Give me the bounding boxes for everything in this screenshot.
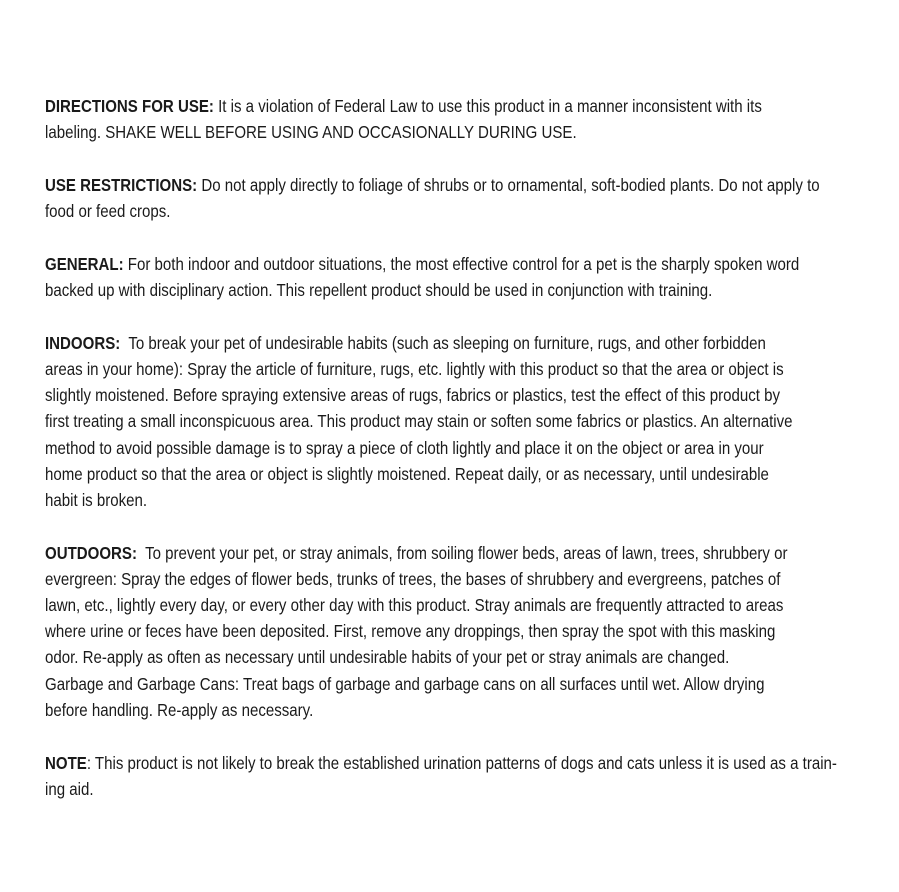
text-line: ing aid. bbox=[45, 778, 94, 799]
indoors-section bbox=[45, 330, 880, 513]
text-line bbox=[45, 172, 880, 198]
section-text: To prevent your pet, or stray animals, from soiling flower beds, areas of lawn, trees, shrubbery or bbox=[136, 542, 788, 563]
section-text: : This product is not likely to break the established urination patterns of dogs and cats unless it is used as a train- bbox=[86, 752, 837, 773]
text-line: before handling. Re-apply as necessary. bbox=[45, 699, 314, 720]
text-line: areas in your home): Spray the article of furniture, rugs, etc. lightly with this product so that the area or object is bbox=[45, 358, 784, 379]
text-line bbox=[45, 330, 880, 356]
section-label: USE RESTRICTIONS: bbox=[45, 174, 198, 195]
directions-for-use-section bbox=[45, 93, 880, 145]
text-line: labeling. SHAKE WELL BEFORE USING AND OCCASIONALLY DURING USE. bbox=[45, 122, 577, 143]
section-label: NOTE bbox=[45, 752, 87, 773]
section-text: It is a violation of Federal Law to use this product in a manner inconsistent with its bbox=[213, 96, 762, 116]
general-section bbox=[45, 251, 880, 303]
label-document bbox=[45, 93, 880, 828]
section-text: To break your pet of undesirable habits (such as sleeping on furniture, rugs, and other forbidden bbox=[120, 332, 766, 353]
text-line: habit is broken. bbox=[45, 489, 148, 510]
text-line: lawn, etc., lightly every day, or every other day with this product. Stray animals are frequently attracted to areas bbox=[45, 595, 784, 616]
text-line: where urine or feces have been deposited. First, remove any droppings, then spray the spot with this masking bbox=[45, 621, 776, 642]
text-line: home product so that the area or object is slightly moistened. Repeat daily, or as necessary, until undesirable bbox=[45, 463, 769, 484]
section-label: INDOORS: bbox=[45, 332, 121, 353]
text-line: method to avoid possible damage is to spray a piece of cloth lightly and place it on the object or area in your bbox=[45, 437, 764, 458]
section-label: GENERAL: bbox=[45, 253, 124, 274]
text-line bbox=[45, 540, 880, 566]
note-section bbox=[45, 750, 880, 802]
section-text: For both indoor and outdoor situations, the most effective control for a pet is the sharply spoken word bbox=[123, 253, 800, 274]
outdoors-section bbox=[45, 540, 880, 723]
section-label: OUTDOORS: bbox=[45, 542, 137, 563]
text-line bbox=[45, 251, 880, 277]
text-line: slightly moistened. Before spraying extensive areas of rugs, fabrics or plastics, test the effect of this product by bbox=[45, 385, 781, 406]
text-line bbox=[45, 93, 880, 119]
section-label: DIRECTIONS FOR USE: bbox=[45, 96, 214, 116]
use-restrictions-section bbox=[45, 172, 880, 224]
text-line: evergreen: Spray the edges of flower beds, trunks of trees, the bases of shrubbery and evergreens, patches of bbox=[45, 568, 781, 589]
section-text: Do not apply directly to foliage of shrubs or to ornamental, soft-bodied plants. Do not apply to bbox=[197, 174, 820, 195]
text-line: Garbage and Garbage Cans: Treat bags of garbage and garbage cans on all surfaces until wet. Allow drying bbox=[45, 673, 765, 694]
text-line: backed up with disciplinary action. This repellent product should be used in conjunction with training. bbox=[45, 280, 713, 301]
text-line: first treating a small inconspicuous area. This product may stain or soften some fabrics or plastics. An alternative bbox=[45, 411, 793, 432]
text-line: odor. Re-apply as often as necessary until undesirable habits of your pet or stray animals are changed. bbox=[45, 647, 730, 668]
text-line bbox=[45, 750, 880, 776]
text-line: food or feed crops. bbox=[45, 201, 171, 222]
